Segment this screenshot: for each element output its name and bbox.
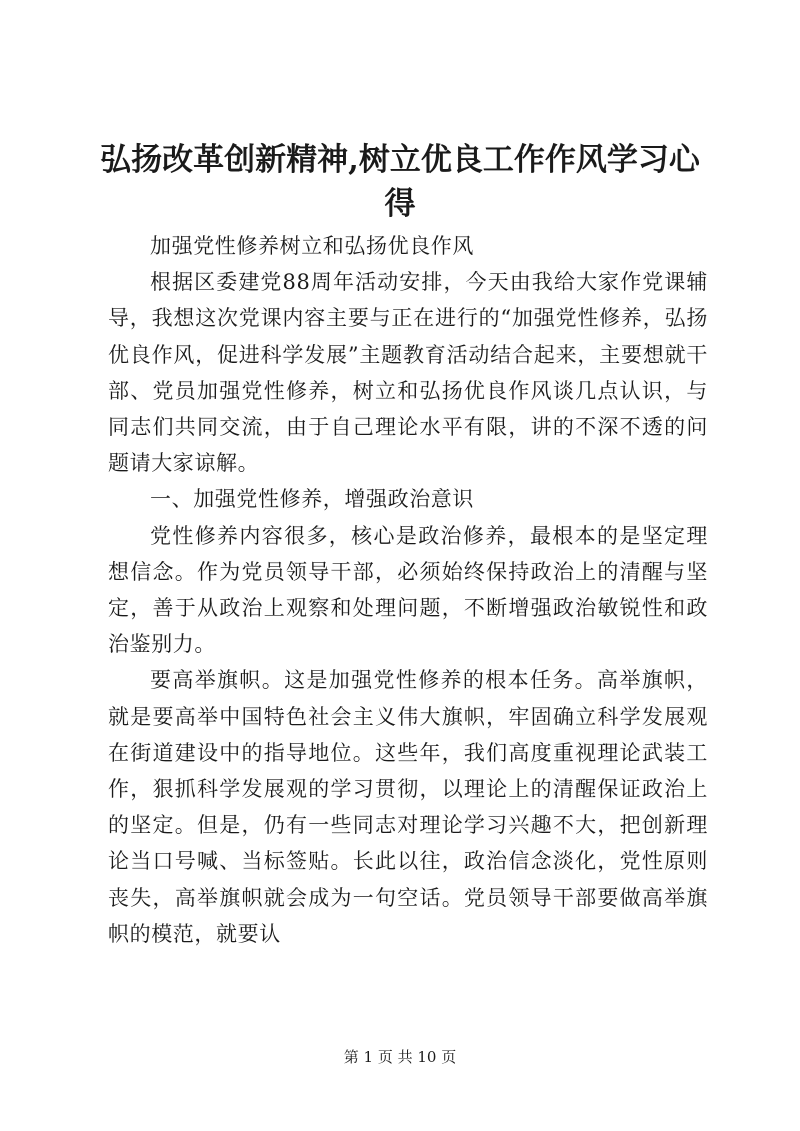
paragraph-political-cultivation: 党性修养内容很多，核心是政治修养，最根本的是坚定理想信念。作为党员领导干部，必须始终保持政治上的清醒与坚定，善于从政治上观察和处理问题，不断增强政治敏锐性和政治鉴别力。 bbox=[108, 523, 708, 657]
paragraph-hold-high-banner: 要高举旗帜。这是加强党性修养的根本任务。高举旗帜，就是要高举中国特色社会主义伟大旗帜，牢固确立科学发展观在街道建设中的指导地位。这些年，我们高度重视理论武装工作，狠抓科学发展观的学习贯彻，以理论上的清醒保证政治上的坚定。但是，仍有一些同志对理论学习兴趣不大，把创新理论当口号喊、当标签贴。长此以往，政治信念淡化，党性原则丧失，高举旗帜就会成为一句空话。党员领导干部要做高举旗帜的模范，就要认 bbox=[108, 668, 708, 946]
paragraph-intro: 根据区委建党88周年活动安排，今天由我给大家作党课辅导，我想这次党课内容主要与正在进行的“加强党性修养，弘扬优良作风，促进科学发展”主题教育活动结合起来，主要想就干部、党员加强党性修养，树立和弘扬优良作风谈几点认识，与同志们共同交流，由于自己理论水平有限，讲的不深不透的问题请大家谅解。 bbox=[108, 270, 708, 476]
section-heading: 一、加强党性修养，增强政治意识 bbox=[150, 487, 474, 512]
document-body bbox=[108, 228, 708, 952]
paragraph-subtitle: 加强党性修养树立和弘扬优良作风 bbox=[150, 234, 474, 258]
document-title: 弘扬改革创新精神,树立优良工作作风学习心得 bbox=[100, 142, 700, 222]
page-footer: 第 1 页 共 10 页 bbox=[343, 1048, 457, 1066]
